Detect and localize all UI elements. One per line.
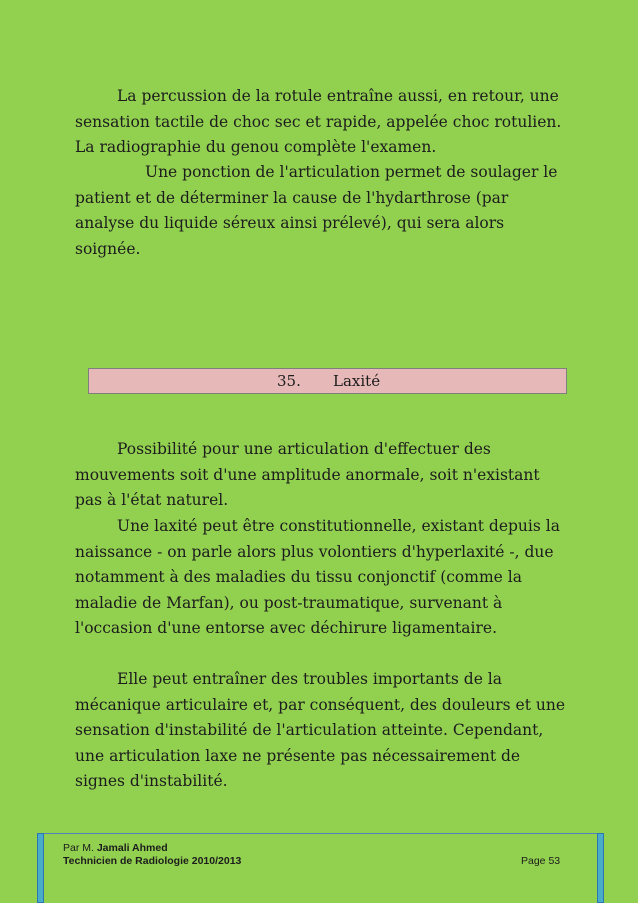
section-heading (88, 368, 567, 394)
section-title: Laxité (333, 372, 381, 390)
page-number: Page 53 (521, 855, 561, 867)
footer-divider (40, 833, 600, 834)
footer-right-bar (597, 833, 604, 903)
footer-author (63, 842, 168, 855)
paragraph-definition-laxite: Possibilité pour une articulation d'effectuer des mouvements soit d'une amplitude anormale, soit n'existant pas à l'état naturel. (75, 440, 540, 509)
section-number: 35. (277, 372, 301, 390)
paragraph-laxite-constitutionnelle: Une laxité peut être constitutionnelle, existant depuis la naissance - on parle alors plus volontiers d'hyperlaxité -, due notamment à des maladies du tissu conjonctif (comme la maladie de Marfan), ou post-traumatique, survenant à l'occasion d'une entorse avec déchirure ligamentaire. (75, 517, 560, 637)
paragraph-ponction: Une ponction de l'articulation permet de soulager le patient et de déterminer la cause de l'hydarthrose (par analyse du liquide séreux ainsi prélevé), qui sera alors soignée. (75, 163, 558, 258)
footer-author-name: Jamali Ahmed (96, 842, 168, 854)
footer-author-prefix: Par M. (63, 842, 97, 854)
footer-title: Technicien de Radiologie 2010/2013 (63, 855, 242, 867)
footer-left-bar (37, 833, 44, 903)
paragraph-troubles-mecaniques: Elle peut entraîner des troubles importants de la mécanique articulaire et, par conséquent, des douleurs et une sensation d'instabilité de l'articulation atteinte. Cependant, une articulation laxe ne présente pas nécessairement de signes d'instabilité. (75, 670, 566, 790)
paragraph-choc-rotulien: La percussion de la rotule entraîne aussi, en retour, une sensation tactile de choc sec et rapide, appelée choc rotulien. La radiographie du genou complète l'examen. (75, 87, 562, 156)
